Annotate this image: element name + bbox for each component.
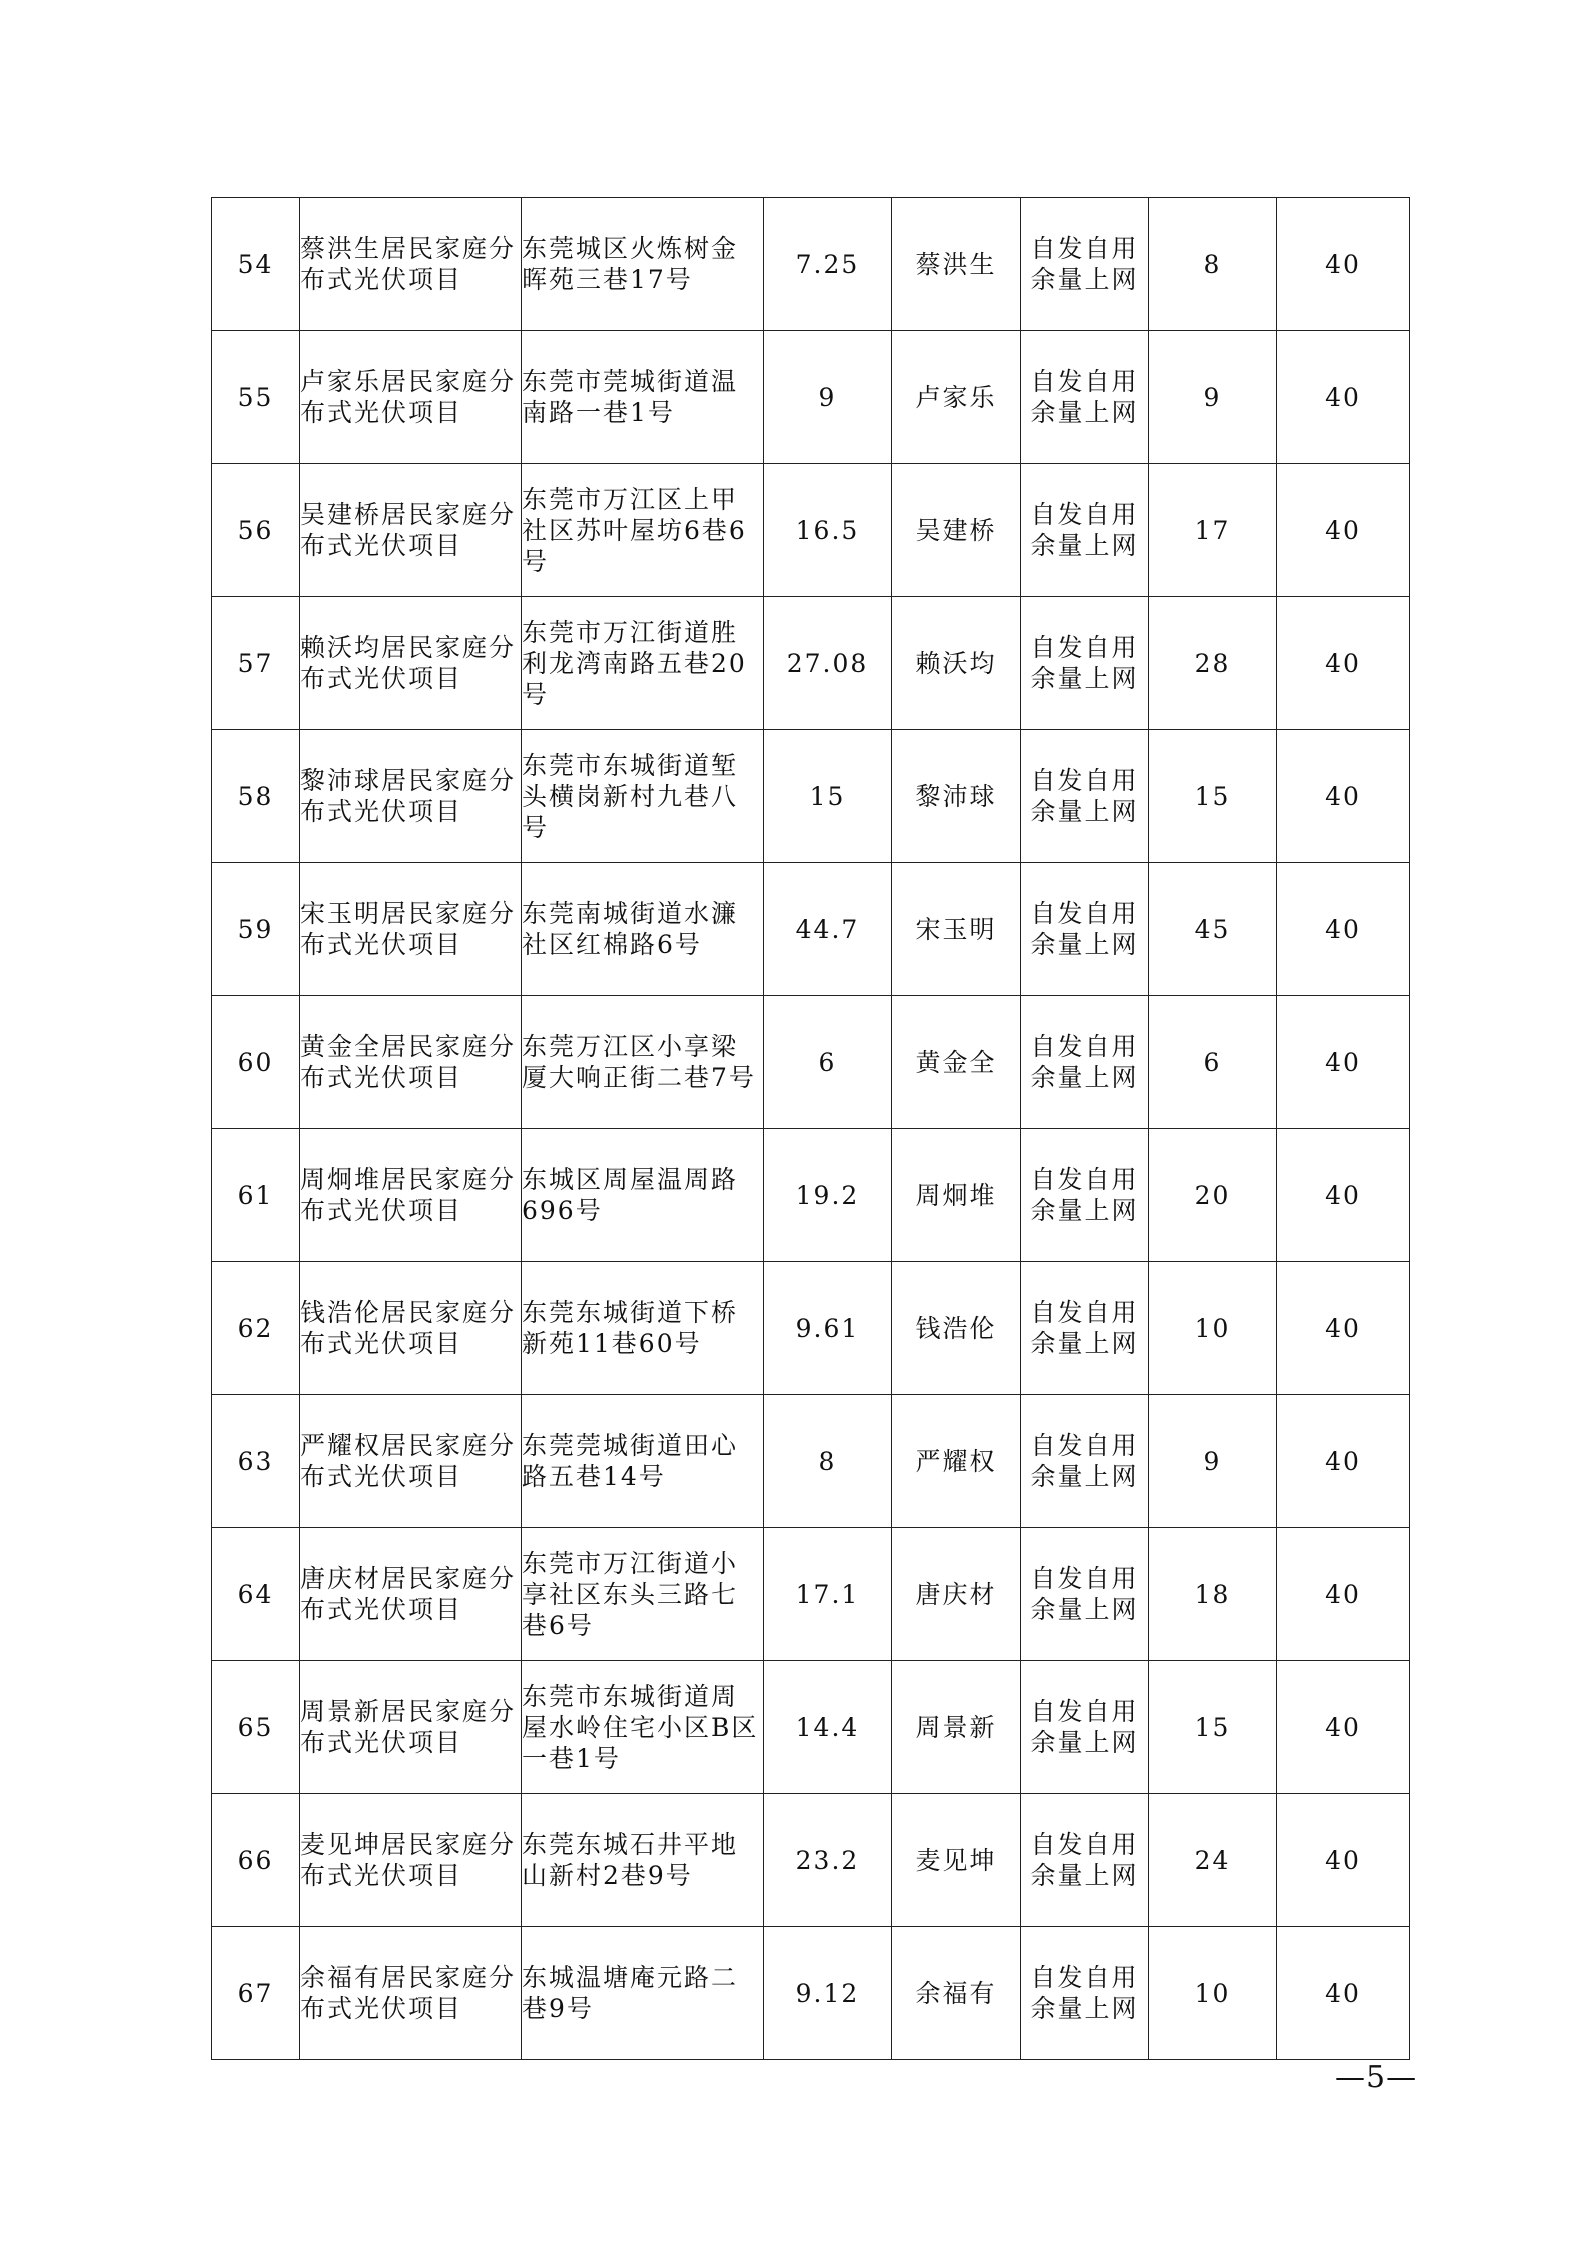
operation-years-cell: 40 bbox=[1277, 198, 1410, 331]
scale-value-cell: 15 bbox=[1149, 1661, 1277, 1794]
project-name-cell: 严耀权居民家庭分布式光伏项目 bbox=[300, 1395, 522, 1528]
contact-person-cell: 吴建桥 bbox=[892, 464, 1021, 597]
table-row bbox=[212, 1927, 1410, 2060]
installed-capacity-cell: 8 bbox=[764, 1395, 892, 1528]
project-address-cell: 东莞东城街道下桥新苑11巷60号 bbox=[522, 1262, 764, 1395]
table-row bbox=[212, 996, 1410, 1129]
row-number-cell: 61 bbox=[212, 1129, 300, 1262]
operation-years-cell: 40 bbox=[1277, 1129, 1410, 1262]
project-name-cell: 吴建桥居民家庭分布式光伏项目 bbox=[300, 464, 522, 597]
project-name-cell: 卢家乐居民家庭分布式光伏项目 bbox=[300, 331, 522, 464]
scale-value-cell: 45 bbox=[1149, 863, 1277, 996]
project-address-cell: 东莞城区火炼树金晖苑三巷17号 bbox=[522, 198, 764, 331]
project-address-cell: 东莞市莞城街道温南路一巷1号 bbox=[522, 331, 764, 464]
project-address-cell: 东莞市万江街道胜利龙湾南路五巷20号 bbox=[522, 597, 764, 730]
project-address-cell: 东莞市东城街道周屋水岭住宅小区B区一巷1号 bbox=[522, 1661, 764, 1794]
installed-capacity-cell: 17.1 bbox=[764, 1528, 892, 1661]
contact-person-cell: 唐庆材 bbox=[892, 1528, 1021, 1661]
project-name-cell: 周炯堆居民家庭分布式光伏项目 bbox=[300, 1129, 522, 1262]
project-address-cell: 东莞市万江街道小享社区东头三路七巷6号 bbox=[522, 1528, 764, 1661]
grid-connection-mode-cell: 自发自用余量上网 bbox=[1021, 1395, 1149, 1528]
scale-value-cell: 15 bbox=[1149, 730, 1277, 863]
table-row bbox=[212, 1395, 1410, 1528]
row-number-cell: 66 bbox=[212, 1794, 300, 1927]
table-row bbox=[212, 1794, 1410, 1927]
grid-connection-mode-cell: 自发自用余量上网 bbox=[1021, 1528, 1149, 1661]
grid-connection-mode-cell: 自发自用余量上网 bbox=[1021, 331, 1149, 464]
project-name-cell: 赖沃均居民家庭分布式光伏项目 bbox=[300, 597, 522, 730]
contact-person-cell: 周景新 bbox=[892, 1661, 1021, 1794]
project-name-cell: 黄金全居民家庭分布式光伏项目 bbox=[300, 996, 522, 1129]
project-name-cell: 周景新居民家庭分布式光伏项目 bbox=[300, 1661, 522, 1794]
contact-person-cell: 周炯堆 bbox=[892, 1129, 1021, 1262]
contact-person-cell: 黎沛球 bbox=[892, 730, 1021, 863]
table-row bbox=[212, 1262, 1410, 1395]
row-number-cell: 58 bbox=[212, 730, 300, 863]
operation-years-cell: 40 bbox=[1277, 1661, 1410, 1794]
installed-capacity-cell: 27.08 bbox=[764, 597, 892, 730]
row-number-cell: 64 bbox=[212, 1528, 300, 1661]
project-address-cell: 东城温塘庵元路二巷9号 bbox=[522, 1927, 764, 2060]
grid-connection-mode-cell: 自发自用余量上网 bbox=[1021, 1794, 1149, 1927]
contact-person-cell: 钱浩伦 bbox=[892, 1262, 1021, 1395]
grid-connection-mode-cell: 自发自用余量上网 bbox=[1021, 1262, 1149, 1395]
scale-value-cell: 8 bbox=[1149, 198, 1277, 331]
scale-value-cell: 10 bbox=[1149, 1262, 1277, 1395]
project-address-cell: 东莞市万江区上甲社区苏叶屋坊6巷6号 bbox=[522, 464, 764, 597]
contact-person-cell: 宋玉明 bbox=[892, 863, 1021, 996]
project-name-cell: 钱浩伦居民家庭分布式光伏项目 bbox=[300, 1262, 522, 1395]
row-number-cell: 59 bbox=[212, 863, 300, 996]
row-number-cell: 62 bbox=[212, 1262, 300, 1395]
operation-years-cell: 40 bbox=[1277, 331, 1410, 464]
grid-connection-mode-cell: 自发自用余量上网 bbox=[1021, 1927, 1149, 2060]
installed-capacity-cell: 23.2 bbox=[764, 1794, 892, 1927]
project-address-cell: 东城区周屋温周路696号 bbox=[522, 1129, 764, 1262]
grid-connection-mode-cell: 自发自用余量上网 bbox=[1021, 996, 1149, 1129]
table-row bbox=[212, 331, 1410, 464]
contact-person-cell: 黄金全 bbox=[892, 996, 1021, 1129]
contact-person-cell: 卢家乐 bbox=[892, 331, 1021, 464]
row-number-cell: 60 bbox=[212, 996, 300, 1129]
scale-value-cell: 28 bbox=[1149, 597, 1277, 730]
row-number-cell: 57 bbox=[212, 597, 300, 730]
operation-years-cell: 40 bbox=[1277, 1395, 1410, 1528]
grid-connection-mode-cell: 自发自用余量上网 bbox=[1021, 730, 1149, 863]
contact-person-cell: 余福有 bbox=[892, 1927, 1021, 2060]
project-name-cell: 蔡洪生居民家庭分布式光伏项目 bbox=[300, 198, 522, 331]
contact-person-cell: 蔡洪生 bbox=[892, 198, 1021, 331]
table-row bbox=[212, 198, 1410, 331]
grid-connection-mode-cell: 自发自用余量上网 bbox=[1021, 1129, 1149, 1262]
grid-connection-mode-cell: 自发自用余量上网 bbox=[1021, 597, 1149, 730]
row-number-cell: 63 bbox=[212, 1395, 300, 1528]
installed-capacity-cell: 44.7 bbox=[764, 863, 892, 996]
scale-value-cell: 17 bbox=[1149, 464, 1277, 597]
project-address-cell: 东莞南城街道水濂社区红棉路6号 bbox=[522, 863, 764, 996]
installed-capacity-cell: 9.61 bbox=[764, 1262, 892, 1395]
contact-person-cell: 严耀权 bbox=[892, 1395, 1021, 1528]
operation-years-cell: 40 bbox=[1277, 1927, 1410, 2060]
grid-connection-mode-cell: 自发自用余量上网 bbox=[1021, 863, 1149, 996]
table-row bbox=[212, 863, 1410, 996]
operation-years-cell: 40 bbox=[1277, 597, 1410, 730]
project-address-cell: 东莞东城石井平地山新村2巷9号 bbox=[522, 1794, 764, 1927]
row-number-cell: 55 bbox=[212, 331, 300, 464]
row-number-cell: 65 bbox=[212, 1661, 300, 1794]
row-number-cell: 56 bbox=[212, 464, 300, 597]
table-row bbox=[212, 1129, 1410, 1262]
grid-connection-mode-cell: 自发自用余量上网 bbox=[1021, 1661, 1149, 1794]
operation-years-cell: 40 bbox=[1277, 464, 1410, 597]
operation-years-cell: 40 bbox=[1277, 730, 1410, 863]
grid-connection-mode-cell: 自发自用余量上网 bbox=[1021, 198, 1149, 331]
project-name-cell: 唐庆材居民家庭分布式光伏项目 bbox=[300, 1528, 522, 1661]
project-name-cell: 宋玉明居民家庭分布式光伏项目 bbox=[300, 863, 522, 996]
installed-capacity-cell: 7.25 bbox=[764, 198, 892, 331]
row-number-cell: 67 bbox=[212, 1927, 300, 2060]
scale-value-cell: 9 bbox=[1149, 1395, 1277, 1528]
scale-value-cell: 9 bbox=[1149, 331, 1277, 464]
installed-capacity-cell: 15 bbox=[764, 730, 892, 863]
contact-person-cell: 赖沃均 bbox=[892, 597, 1021, 730]
operation-years-cell: 40 bbox=[1277, 1262, 1410, 1395]
scale-value-cell: 10 bbox=[1149, 1927, 1277, 2060]
installed-capacity-cell: 16.5 bbox=[764, 464, 892, 597]
installed-capacity-cell: 9.12 bbox=[764, 1927, 892, 2060]
scale-value-cell: 24 bbox=[1149, 1794, 1277, 1927]
table-row bbox=[212, 730, 1410, 863]
project-table bbox=[211, 197, 1410, 2060]
project-address-cell: 东莞万江区小享梁厦大响正街二巷7号 bbox=[522, 996, 764, 1129]
scale-value-cell: 18 bbox=[1149, 1528, 1277, 1661]
table-row bbox=[212, 464, 1410, 597]
project-name-cell: 黎沛球居民家庭分布式光伏项目 bbox=[300, 730, 522, 863]
row-number-cell: 54 bbox=[212, 198, 300, 331]
contact-person-cell: 麦见坤 bbox=[892, 1794, 1021, 1927]
page-number: —5— bbox=[1335, 2060, 1418, 2095]
table-row bbox=[212, 1661, 1410, 1794]
scale-value-cell: 6 bbox=[1149, 996, 1277, 1129]
installed-capacity-cell: 6 bbox=[764, 996, 892, 1129]
operation-years-cell: 40 bbox=[1277, 996, 1410, 1129]
operation-years-cell: 40 bbox=[1277, 1794, 1410, 1927]
installed-capacity-cell: 9 bbox=[764, 331, 892, 464]
operation-years-cell: 40 bbox=[1277, 1528, 1410, 1661]
project-name-cell: 余福有居民家庭分布式光伏项目 bbox=[300, 1927, 522, 2060]
project-address-cell: 东莞莞城街道田心路五巷14号 bbox=[522, 1395, 764, 1528]
project-address-cell: 东莞市东城街道堑头横岗新村九巷八号 bbox=[522, 730, 764, 863]
operation-years-cell: 40 bbox=[1277, 863, 1410, 996]
table-row bbox=[212, 1528, 1410, 1661]
scale-value-cell: 20 bbox=[1149, 1129, 1277, 1262]
table-row bbox=[212, 597, 1410, 730]
table-body bbox=[212, 198, 1410, 2060]
project-name-cell: 麦见坤居民家庭分布式光伏项目 bbox=[300, 1794, 522, 1927]
grid-connection-mode-cell: 自发自用余量上网 bbox=[1021, 464, 1149, 597]
installed-capacity-cell: 19.2 bbox=[764, 1129, 892, 1262]
installed-capacity-cell: 14.4 bbox=[764, 1661, 892, 1794]
